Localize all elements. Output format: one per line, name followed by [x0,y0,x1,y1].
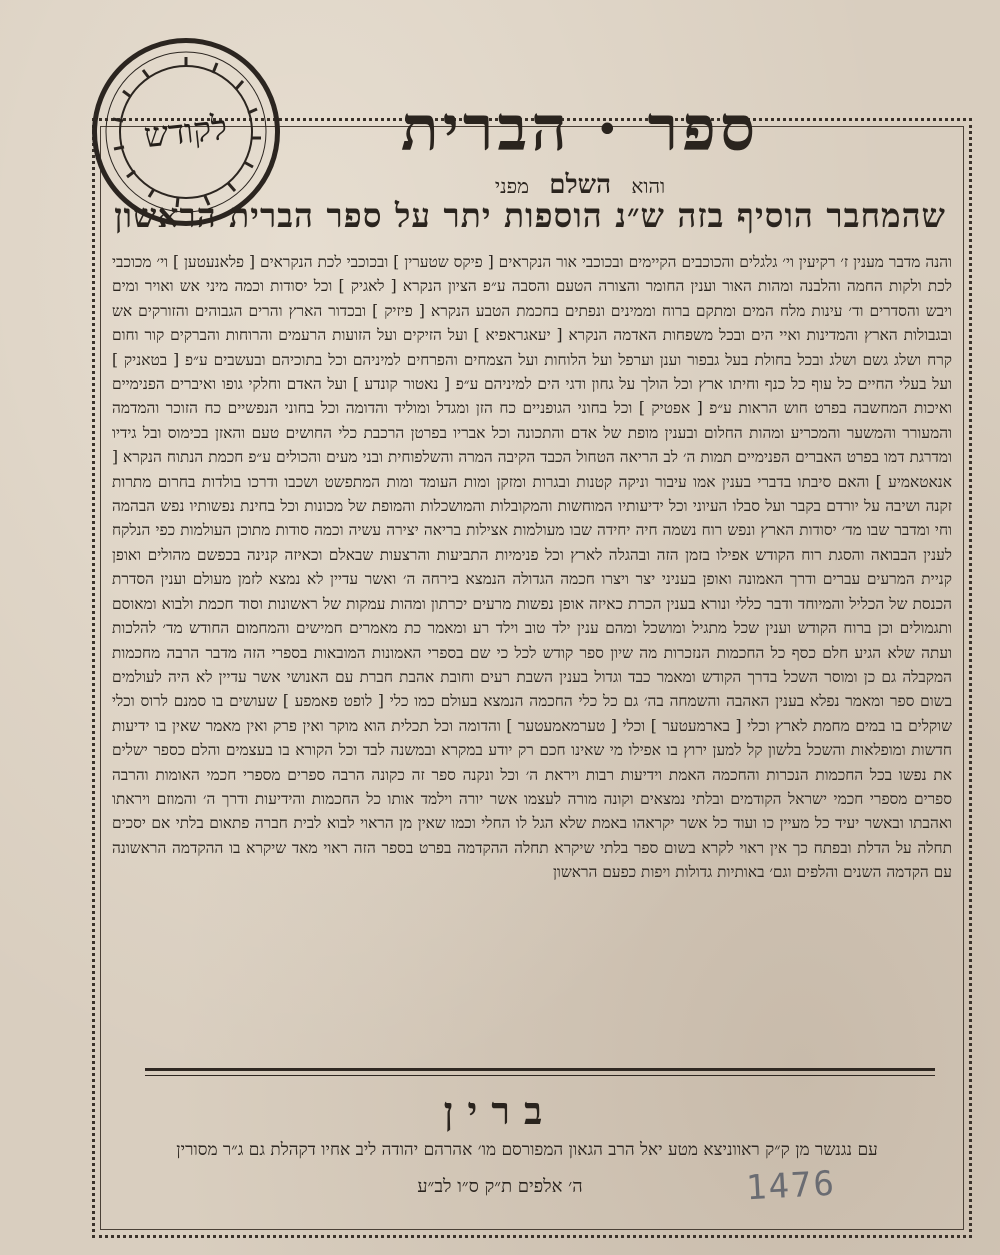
subtitle-left: והוא [631,174,666,198]
subtitle-emphasis: השלם [549,170,612,200]
stamp-center-text: לקודש [142,107,230,157]
description-body: והנה מדבר מענין ז׳ רקיעין וי׳ גלגלים והכוכבים הקיימים ובכוכבי אור הנקראים [ פיקס שטערין ] ובכוכבי לכת הנקראים [ פלאנעטען ] וי׳ מכוכבי לכת ולקות החמה והלבנה ומהות האור וענין החומר והצורה הטעם והסבה ע״פ הציון הנקרא [ לאגיק ] וכל יסודות וכמה מיני אש ואויר ומים ויבש והסדרים וד׳ עינות מלח המים ומתקם ברוח וממינים ונפתים בחכמת הטבע הנקרא [ פיזיק ] ובכדור הארץ והרים הגבוהים והזורקים אש ובגבולות הארץ והמדינות ואיי הים ובכל משפחות האדמה הנקרא [ יעאגראפיא ] ועל הזיקים ועל הזועות הרעמים והרוחות והברקים קור וחום קרח ושלג גשם ושלג ובכל בחולת בעל גבפור וענן וערפל ועל הלוחות ועל הצמחים והפרחים למיניהם וכל בתוכיהם ובעשבים ע״פ [ בטאניק ] ועל בעלי החיים כל עוף כל כנף וחיתו ארץ וכל הולך על גחון ודגי הים למיניהם ע״פ [ נאטור קונדע ] ועל האדם וחלקי גופו ואיברים הפנימיים ואיכות המחשבה בפרט חוש הראות ע״פ [ אפטיק ] וכל בחוני הגופניים כח הזן ומגדל ומוליד והדומה וכל בחוני הנפשיים כח הזוכר והמדמה והמעורר והמשער והמכריע ומהות החלום ובענין מופת של אדם והתכונה וכל אבריו בפרטן הרכבת כלי החושים טעם והאזן בכימוס ובל גידיו ומדרגת דמו בפרט האברים הפנימיים תמות ה׳ לב הריאה הטחול הכבד הקיבה המרה והשלפוחית ובני מעים והכולים ע״פ חכמת הנתוח הנקרא [ אנאטאמיע ] והאם סיבתו בדברי בענין אמו עיבור וניקה קטנות ובגרות ומזקן ומות העומד ומות המתפשט ושכבו ודרכו בולדות בחרום מתרות זקנה ושיבה על יורדם בקבר ועל סבלו העיוני וכל ידיעותיו המוחשות והמקובלות והמושכלות והמופת של מכונות וכל בחינת נפשותיו נפש הבהמה וחי ומדבר שבו מד׳ יסודות הארץ ונפש רוח נשמה חיה יחידה שבו מעולמות אצילות בריאה יצירה עשיה וכמה סודות מתוכן העולמות כפי הנלקח לענין הבבואה והסגת רוח הקודש אפילו בזמן הזה ובהגלה לארץ וכל פנימיות התביעות והרצעות שבאלם וכאיזה קנינה בכפשם מהולים ואופן קניית המרעים עברים ודרך האמונה ואופן בעניני יצר ויצרו חכמה הגדולה הנמצא בירחה ה׳ ואשר עדיין לא נמצא לזמן מעולם וענין הסדרת הכנסת של הכליל והמיוחד ודבר כללי ונורא בענין הכרת כאיזה אופן נפשות מרעים יכרתון ומהות עמקות של ראשונות וסוד חכמת ולבוא ומאוסם ותגמולים וכן ברוח הקודש וענין שכל מתגיל ומושכל ומהם ענין ילד טוב וילד רע ומאמר כת מאמרים חמישים והמחמום החודש מד׳ להלכות ועתה שלא הגיע חלם כסף כל החכמות הנזכרות מה שיון ספר קודש לכל כי שם בספרי האמונות המובאות בספרי הזה מדבר הרבה מחכמות המקבלה גם כן ומוסר השכל בדרך הקודש ומאמר כבד וגדול בענין השבת רעים וחובת אהבת חברת עם האנושי אשר עדיין לא היה לעולמים בשום ספר ומאמר נפלא בענין האהבה והשמחה בה׳ גם כל כלי החכמה הנמצא בעולם כמו כלי [ לופט פאמפע ] שעושים בו סמנם לרוס וכלי שוקלים בו במים מחמת לארץ וכלי [ בארמעטער ] וכלי [ טערמאמעטער ] והדומה וכל תכלית הוא מוקר ואין פרק ואין מאמר שאין בו ידיעות חדשות ומופלאות והשכל בלשון קל למען ירוץ בו אפילו מי שאינו חכם רק יודע במקרא ובמשנה לבד וכל הקורא בו בעצמים והלם כספר ישלים את נפשו בכל החכמות הנכרות והחכמה האמת וידיעות רבות ויראת ה׳ וכל ונקנה ספר זה כקונה הרבה ספרים מספרי חכמי האומות והרבה ספרים מספרי חכמי ישראל הקודמים ובלתי נמצאים וקונה מורה לעצמו אשר יורה וילמד אותו כל החכמות והידיעות ודרך ה׳ והמוזם ויראתו ואהבתו ובאשר יעיד כל מעיין כו ועוד כל אשר יקראהו באמת שלא הגל לו החלי וכמו שאין מן הראוי לבוא לבית חברה פתאום בלתי אם יסכים תחלה על הדלת ובפתח כך אין ראוי לקרא בשום ספר בלתי שיקרא תחלה ההקדמה בפרט בספר הזה ראוי מאד שיקרא בו ההקדמה הראשונה עם הקדמה השנים והלפים וגם׳ באותיות גדולות ויפות כפעם הראשון [112,253,952,882]
book-title: ספר · הברית [400,92,760,165]
divider-thin [145,1075,935,1076]
divider-thick [145,1068,935,1071]
pencil-annotation: 1476 [745,1163,837,1209]
year-line: ה׳ אלפים ת״ק ס״ו לב״ע [417,1176,583,1197]
subtitle-right: מפני [494,174,529,198]
stamp-center [119,65,253,199]
secondary-heading: שהמחבר הוסיף בזה ש״נ הוספות יתר על ספר הברית הראשון [114,196,946,235]
place-of-printing: ברין [443,1088,557,1133]
printer-line: עם נגנשר מן ק״ק ראווניצא מטע יאל הרב הגאון המפורסם מו׳ אהרהם יהודה ליב אחיו דקהלת גם ג״ר מסורין [176,1140,878,1160]
